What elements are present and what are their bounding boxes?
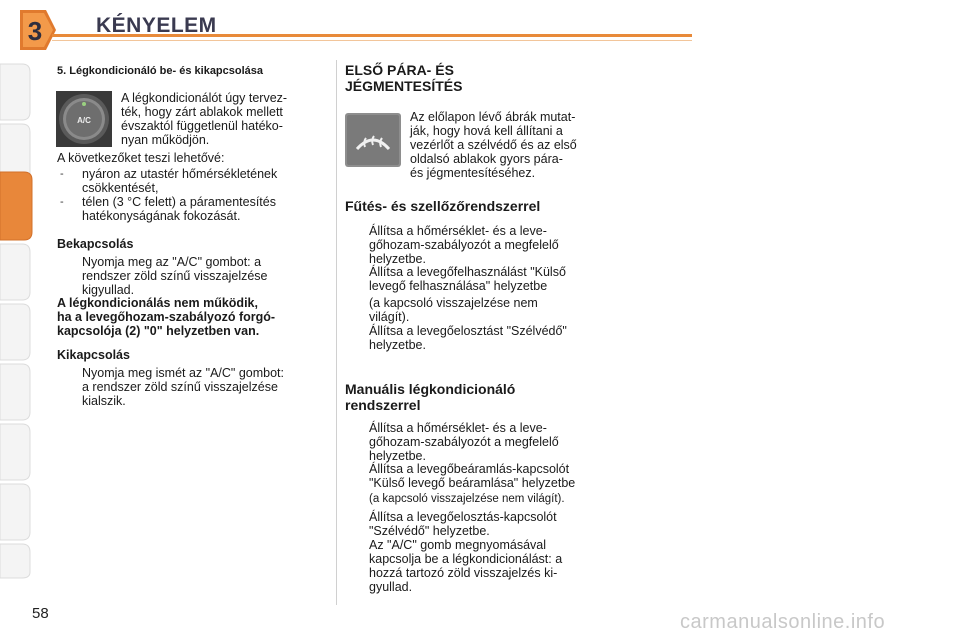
page-number: 58	[32, 605, 49, 622]
heating-title: Fűtés- és szellőzőrendszerrel	[345, 198, 541, 214]
effect-item: nyáron az utastér hőmérsékletének csökkentését,	[82, 167, 278, 195]
column-divider	[336, 60, 337, 605]
manual-item: Állítsa a levegőelosztás-kapcsolót "Szélvédő" helyzetbe.	[369, 510, 557, 538]
manual-item: Állítsa a levegőbeáramlás-kapcsolót "Külső levegő beáramlása" helyzetbe	[369, 462, 576, 490]
dash: -	[60, 168, 64, 180]
manual-note: (a kapcsoló visszajelzése nem világít).	[369, 493, 565, 505]
off-item: Nyomja meg ismét az "A/C" gombot: a rendszer zöld színű visszajelzése kialszik.	[82, 366, 284, 408]
intro-text: A légkondicionálót úgy tervez- ték, hogy zárt ablakok mellett évszaktól függetlenül hatéko- nyan működjön.	[121, 91, 288, 147]
watermark: carmanualsonline.info	[680, 611, 886, 633]
heating-item: Állítsa a levegőfelhasználást "Külső levegő felhasználása" helyzetbe	[369, 265, 566, 293]
windscreen-demist-icon	[345, 113, 401, 167]
subheading-ac: 5. Légkondicionáló be- és kikapcsolása	[57, 65, 264, 77]
heating-note: (a kapcsoló visszajelzése nem világít).	[369, 296, 538, 324]
chapter-tabs	[0, 60, 34, 580]
manual-item: Állítsa a hőmérséklet- és a leve- gőhozam-szabályozót a megfelelő helyzetbe.	[369, 421, 559, 463]
ac-label: A/C	[77, 116, 91, 125]
ac-button-illustration	[56, 91, 112, 147]
header-rule-thin	[52, 40, 692, 41]
section-title: ELSŐ PÁRA- ÉS JÉGMENTESÍTÉS	[345, 62, 463, 94]
chapter-badge	[20, 10, 56, 50]
warning-text: A légkondicionálás nem működik, ha a levegőhozam-szabályozó forgó- kapcsolója (2) "0" helyzetben van.	[57, 296, 276, 338]
on-title: Bekapcsolás	[57, 237, 134, 251]
chapter-title: KÉNYELEM	[96, 14, 217, 37]
manual-title: Manuális légkondicionáló rendszerrel	[345, 381, 516, 413]
dash: -	[60, 196, 64, 208]
off-title: Kikapcsolás	[57, 348, 130, 362]
heating-item: Állítsa a hőmérséklet- és a leve- gőhozam-szabályozót a megfelelő helyzetbe.	[369, 224, 559, 266]
effects-lead: A következőket teszi lehetővé:	[57, 151, 225, 165]
on-item: Nyomja meg az "A/C" gombot: a rendszer zöld színű visszajelzése kigyullad.	[82, 255, 268, 297]
section-intro: Az előlapon lévő ábrák mutat- ják, hogy hová kell állítani a vezérlőt a szélvédő és az első oldalsó ablakok gyors pára- és jégmentesítéséhez.	[410, 110, 577, 180]
effect-item: télen (3 °C felett) a páramentesítés hatékonyságának fokozását.	[82, 195, 276, 223]
manual-item: Az "A/C" gomb megnyomásával kapcsolja be a légkondicionálást: a hozzá tartozó zöld visszajelzés ki- gyullad.	[369, 538, 563, 594]
chapter-number: 3	[27, 16, 43, 46]
heating-item: Állítsa a levegőelosztást "Szélvédő" helyzetbe.	[369, 324, 567, 352]
